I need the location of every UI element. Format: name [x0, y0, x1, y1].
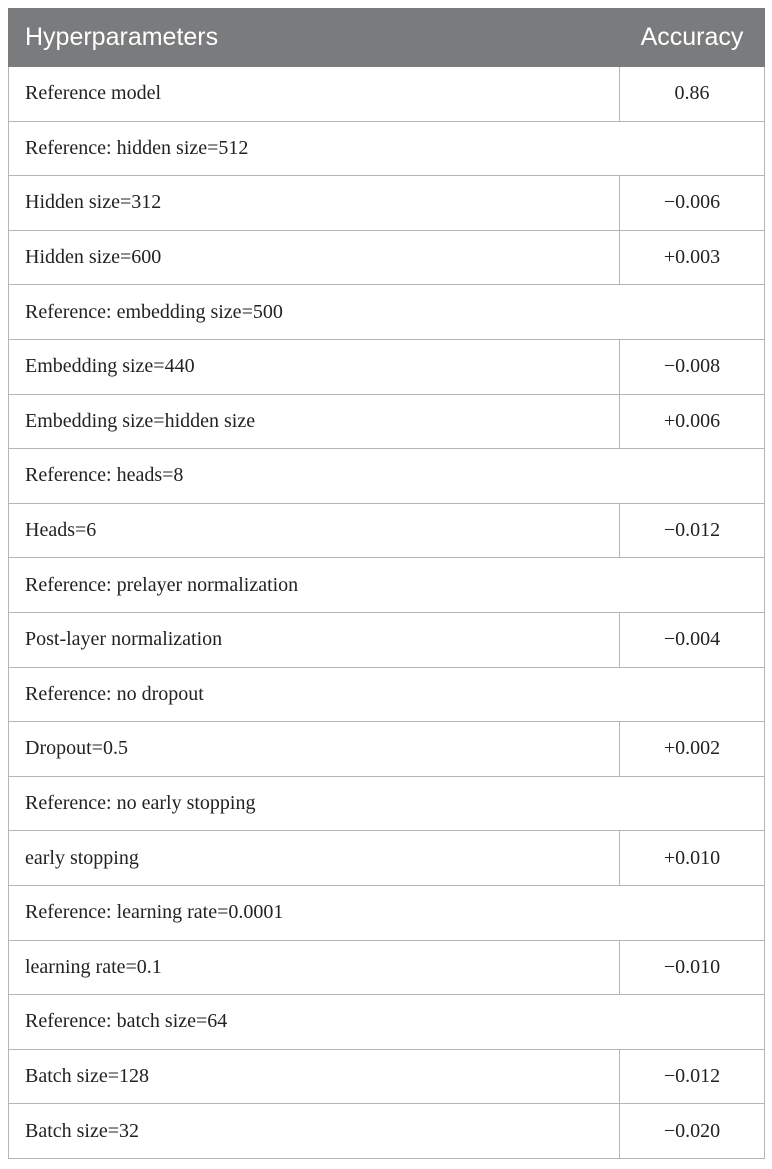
table-row [9, 722, 765, 777]
table-row [9, 831, 765, 886]
hyperparameter-cell: learning rate=0.1 [9, 940, 620, 995]
hyperparameter-cell: Batch size=32 [9, 1104, 620, 1159]
hyperparameter-accuracy-table [8, 8, 765, 1159]
table-row [9, 176, 765, 231]
results-table-container [8, 8, 764, 1159]
accuracy-cell: +0.002 [620, 722, 765, 777]
table-row [9, 1049, 765, 1104]
accuracy-cell: −0.004 [620, 612, 765, 667]
table-row [9, 612, 765, 667]
hyperparameter-cell: Hidden size=312 [9, 176, 620, 231]
hyperparameter-cell: Dropout=0.5 [9, 722, 620, 777]
hyperparameter-cell: early stopping [9, 831, 620, 886]
accuracy-cell: −0.006 [620, 176, 765, 231]
hyperparameter-cell: Reference model [9, 67, 620, 122]
accuracy-cell: 0.86 [620, 67, 765, 122]
table-row [9, 940, 765, 995]
reference-label: Reference: no early stopping [9, 776, 765, 831]
accuracy-cell: +0.006 [620, 394, 765, 449]
reference-group-row [9, 285, 765, 340]
accuracy-cell: −0.012 [620, 503, 765, 558]
accuracy-cell: −0.008 [620, 339, 765, 394]
table-body [9, 67, 765, 1159]
reference-group-row [9, 995, 765, 1050]
reference-group-row [9, 667, 765, 722]
header-hyperparameters: Hyperparameters [9, 9, 620, 67]
hyperparameter-cell: Embedding size=440 [9, 339, 620, 394]
accuracy-cell: −0.012 [620, 1049, 765, 1104]
table-row [9, 339, 765, 394]
hyperparameter-cell: Hidden size=600 [9, 230, 620, 285]
hyperparameter-cell: Post-layer normalization [9, 612, 620, 667]
table-header-row [9, 9, 765, 67]
reference-label: Reference: batch size=64 [9, 995, 765, 1050]
reference-label: Reference: no dropout [9, 667, 765, 722]
hyperparameter-cell: Embedding size=hidden size [9, 394, 620, 449]
table-row [9, 1104, 765, 1159]
reference-label: Reference: hidden size=512 [9, 121, 765, 176]
reference-label: Reference: learning rate=0.0001 [9, 885, 765, 940]
reference-label: Reference: heads=8 [9, 449, 765, 504]
table-row [9, 230, 765, 285]
reference-label: Reference: prelayer normalization [9, 558, 765, 613]
reference-label: Reference: embedding size=500 [9, 285, 765, 340]
accuracy-cell: −0.010 [620, 940, 765, 995]
accuracy-cell: +0.010 [620, 831, 765, 886]
reference-group-row [9, 776, 765, 831]
header-accuracy: Accuracy [620, 9, 765, 67]
accuracy-cell: +0.003 [620, 230, 765, 285]
reference-group-row [9, 558, 765, 613]
accuracy-cell: −0.020 [620, 1104, 765, 1159]
reference-group-row [9, 449, 765, 504]
reference-group-row [9, 885, 765, 940]
table-row [9, 67, 765, 122]
hyperparameter-cell: Batch size=128 [9, 1049, 620, 1104]
reference-group-row [9, 121, 765, 176]
table-row [9, 503, 765, 558]
hyperparameter-cell: Heads=6 [9, 503, 620, 558]
table-row [9, 394, 765, 449]
